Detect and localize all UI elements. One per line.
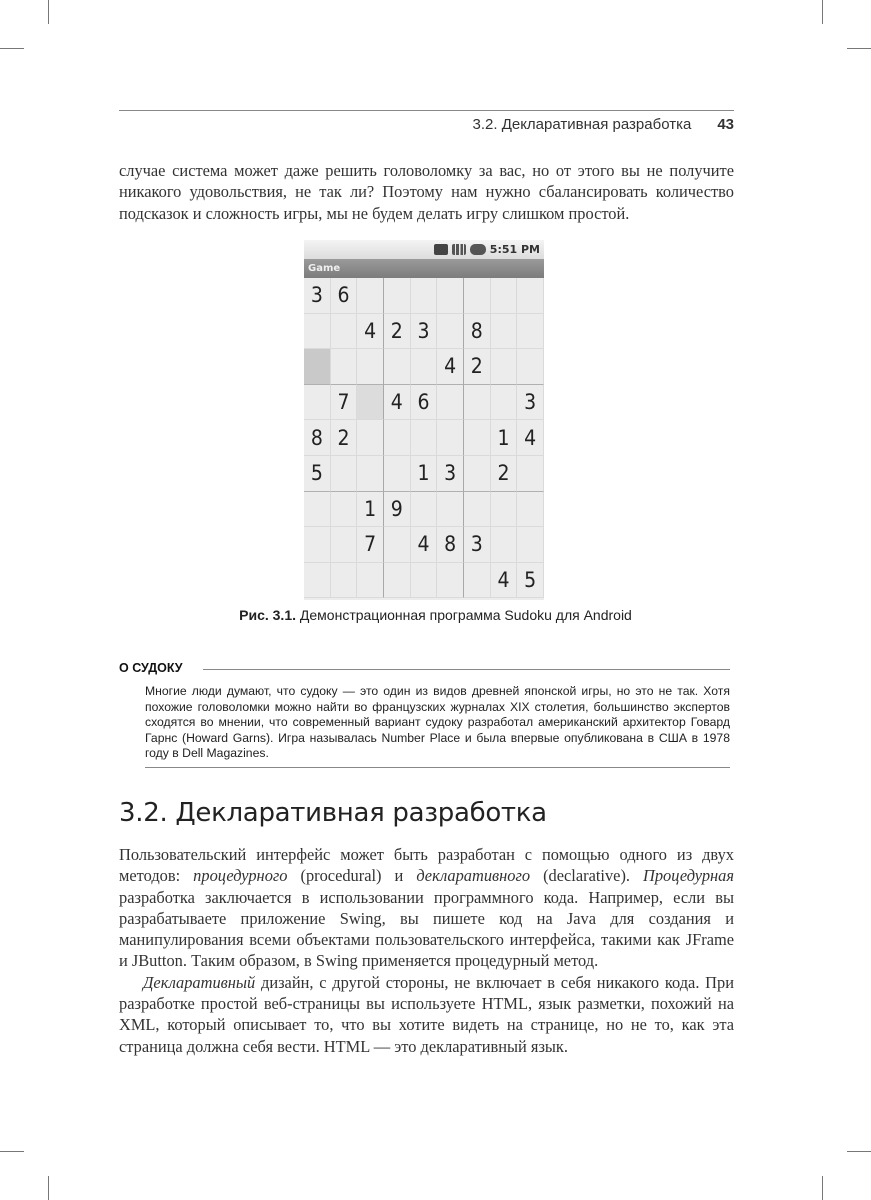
sudoku-cell[interactable] — [491, 314, 518, 350]
app-title-bar — [304, 259, 544, 278]
sudoku-cell[interactable] — [384, 527, 411, 563]
sudoku-cell[interactable] — [304, 314, 331, 350]
sudoku-cell[interactable]: 1 — [357, 492, 384, 528]
crop-mark — [0, 48, 24, 49]
sudoku-cell[interactable] — [384, 278, 411, 314]
sudoku-cell[interactable]: 3 — [517, 385, 544, 421]
sudoku-cell[interactable] — [411, 420, 438, 456]
sudoku-cell[interactable]: 2 — [384, 314, 411, 350]
paragraph-2 — [119, 972, 734, 1057]
emphasis: процедурного — [193, 866, 288, 886]
sudoku-cell[interactable]: 6 — [331, 278, 358, 314]
sudoku-cell[interactable]: 9 — [384, 492, 411, 528]
sudoku-cell[interactable] — [411, 349, 438, 385]
sudoku-cell[interactable] — [517, 492, 544, 528]
sudoku-cell[interactable]: 5 — [517, 563, 544, 599]
sudoku-cell[interactable] — [331, 563, 358, 599]
paragraph-1 — [119, 844, 734, 972]
sudoku-cell[interactable] — [411, 492, 438, 528]
sudoku-cell[interactable] — [437, 314, 464, 350]
sudoku-cell[interactable] — [517, 527, 544, 563]
sudoku-cell[interactable] — [331, 314, 358, 350]
sudoku-cell[interactable] — [331, 349, 358, 385]
text-run: дизайн, с другой стороны, не включает в себя никакого кода. При разработке простой веб-страницы вы используете HTML, язык разметки, похожий на XML, который описывает то, что вы хотите видеть на странице, но не то, как эта страница должна себя вести. HTML — это декларативный язык. — [119, 972, 734, 1056]
sudoku-cell[interactable]: 8 — [464, 314, 491, 350]
sudoku-cell[interactable] — [304, 492, 331, 528]
caption-label: Рис. 3.1. — [239, 607, 297, 623]
sudoku-cell[interactable] — [411, 563, 438, 599]
sudoku-cell[interactable] — [517, 456, 544, 492]
running-header — [473, 116, 734, 133]
sudoku-cell[interactable] — [411, 278, 438, 314]
header-rule — [119, 110, 734, 111]
sudoku-cell[interactable] — [384, 456, 411, 492]
sudoku-cell[interactable] — [304, 527, 331, 563]
signal-icon — [452, 244, 466, 255]
sudoku-cell[interactable]: 3 — [411, 314, 438, 350]
page-number: 43 — [717, 116, 734, 133]
sudoku-cell[interactable]: 3 — [464, 527, 491, 563]
running-header-section: 3.2. Декларативная разработка — [472, 116, 692, 133]
crop-mark — [847, 1151, 871, 1152]
sudoku-cell[interactable] — [464, 420, 491, 456]
sudoku-cell[interactable] — [357, 456, 384, 492]
crop-mark — [0, 1151, 24, 1152]
sudoku-cell[interactable] — [357, 349, 384, 385]
sudoku-cell[interactable]: 7 — [331, 385, 358, 421]
sudoku-cell[interactable]: 8 — [437, 527, 464, 563]
text-run: Пользовательский интерфейс может быть разработан с помощью одного из двух методов: — [119, 845, 734, 886]
sudoku-cell[interactable] — [384, 349, 411, 385]
sudoku-cell[interactable] — [384, 563, 411, 599]
sudoku-cell[interactable] — [464, 563, 491, 599]
sudoku-cell[interactable]: 7 — [357, 527, 384, 563]
sudoku-cell[interactable]: 3 — [437, 456, 464, 492]
sudoku-cell[interactable] — [517, 314, 544, 350]
crop-mark — [822, 0, 823, 24]
figure-caption — [0, 607, 871, 623]
sudoku-cell[interactable]: 6 — [411, 385, 438, 421]
battery-icon — [470, 244, 486, 255]
section-body — [119, 844, 734, 1057]
sudoku-cell[interactable] — [464, 456, 491, 492]
sudoku-cell[interactable]: 4 — [437, 349, 464, 385]
app-title: Game — [308, 263, 341, 274]
sudoku-cell[interactable] — [384, 420, 411, 456]
sudoku-cell[interactable]: 4 — [517, 420, 544, 456]
sudoku-cell[interactable] — [331, 456, 358, 492]
sudoku-cell[interactable] — [491, 527, 518, 563]
3g-icon — [434, 244, 448, 255]
sudoku-cell[interactable] — [304, 563, 331, 599]
sudoku-cell[interactable]: 1 — [491, 420, 518, 456]
sudoku-cell[interactable] — [437, 420, 464, 456]
intro-paragraph — [119, 160, 734, 224]
sudoku-cell[interactable] — [357, 385, 384, 421]
sudoku-cell[interactable] — [357, 278, 384, 314]
sudoku-cell[interactable]: 4 — [384, 385, 411, 421]
sudoku-cell[interactable]: 2 — [491, 456, 518, 492]
sudoku-cell[interactable]: 4 — [491, 563, 518, 599]
sudoku-cell[interactable] — [464, 385, 491, 421]
figure-sudoku-screenshot — [304, 240, 544, 600]
sudoku-cell[interactable]: 1 — [411, 456, 438, 492]
sudoku-cell[interactable]: 2 — [464, 349, 491, 385]
status-bar — [304, 240, 544, 259]
sidebar-rule-bottom — [145, 767, 730, 768]
sidebar-rule-top — [203, 669, 730, 670]
sudoku-cell[interactable] — [437, 385, 464, 421]
sudoku-cell[interactable] — [331, 492, 358, 528]
status-time: 5:51 PM — [489, 243, 540, 256]
sudoku-cell[interactable] — [464, 278, 491, 314]
emphasis: Процедурная — [643, 866, 734, 886]
sidebar-title: О СУДОКУ — [119, 661, 183, 675]
sidebar-text: Многие люди думают, что судоку — это один из видов древней японской игры, но это не так. Хотя похожие головоломки можно найти во французских журналах XIX столетия, большинство экспертов сходятся во мнении, что современный вариант судоку разработал американский архитектор Говард Гарнс (Howard Garns). Игра называлась Number Place и была впервые опубликована в США в 1978 году в Dell Magazines. — [145, 684, 730, 761]
crop-mark — [847, 48, 871, 49]
sudoku-cell[interactable] — [491, 278, 518, 314]
text-run: разработка заключается в использовании программного кода. Например, если вы разрабатываете приложение Swing, вы пишете код на Java для создания и манипулирования всеми объектами пользовательского интерфейса, такими как JFrame и JButton. Таким образом, в Swing применяется процедурный метод. — [119, 887, 734, 971]
sudoku-cell[interactable]: 8 — [304, 420, 331, 456]
sudoku-cell[interactable] — [304, 349, 331, 385]
sudoku-cell[interactable]: 4 — [411, 527, 438, 563]
text-run: (procedural) и — [287, 866, 417, 886]
sudoku-cell[interactable] — [437, 492, 464, 528]
caption-text: Демонстрационная программа Sudoku для Android — [296, 607, 632, 623]
emphasis: декларативного — [416, 866, 531, 886]
sudoku-cell[interactable]: 4 — [357, 314, 384, 350]
sudoku-cell[interactable] — [357, 563, 384, 599]
sudoku-cell[interactable] — [491, 349, 518, 385]
sudoku-cell[interactable]: 5 — [304, 456, 331, 492]
sudoku-cell[interactable]: 3 — [304, 278, 331, 314]
intro-paragraph-text: случае система может даже решить головоломку за вас, но от этого вы не получите никакого удовольствия, не так ли? Поэтому нам нужно сбалансировать количество подсказок и сложность игры, мы не будем делать игру слишком простой. — [119, 161, 734, 223]
section-heading: 3.2. Декларативная разработка — [119, 798, 547, 828]
sudoku-cell[interactable] — [464, 492, 491, 528]
sudoku-grid — [304, 278, 544, 598]
emphasis: Декларативный — [143, 972, 256, 992]
sudoku-cell[interactable] — [437, 278, 464, 314]
sudoku-cell[interactable] — [437, 563, 464, 599]
sudoku-cell[interactable] — [517, 349, 544, 385]
sudoku-cell[interactable] — [331, 527, 358, 563]
sudoku-cell[interactable] — [517, 278, 544, 314]
sudoku-cell[interactable] — [304, 385, 331, 421]
sudoku-cell[interactable] — [491, 385, 518, 421]
crop-mark — [48, 0, 49, 24]
sudoku-cell[interactable] — [491, 492, 518, 528]
crop-mark — [822, 1176, 823, 1200]
text-run: (declarative). — [530, 866, 644, 886]
sudoku-cell[interactable] — [357, 420, 384, 456]
crop-mark — [48, 1176, 49, 1200]
sudoku-cell[interactable]: 2 — [331, 420, 358, 456]
